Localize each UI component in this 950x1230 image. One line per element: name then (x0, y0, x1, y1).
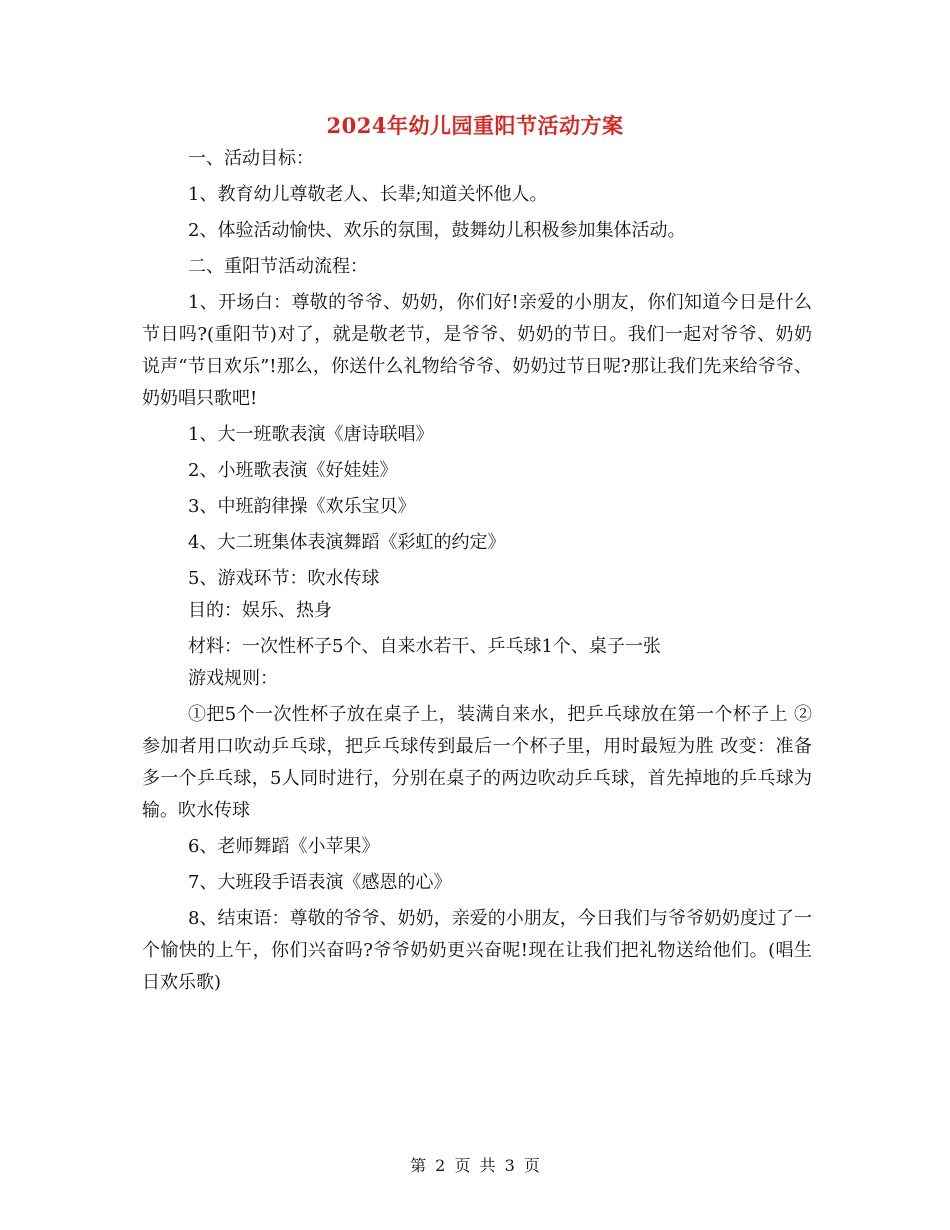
goal-item-1: 1、教育幼儿尊敬老人、长辈;知道关怀他人。 (188, 184, 548, 205)
program-item-3: 3、中班韵律操《欢乐宝贝》 (188, 496, 416, 517)
section-heading-goals: 一、活动目标： (188, 148, 314, 169)
game-purpose: 目的：娱乐、热身 (188, 600, 332, 621)
program-item-7: 7、大班段手语表演《感恩的心》 (188, 872, 452, 893)
game-rules-text: ①把5个一次性杯子放在桌子上，装满自来水，把乒乓球放在第一个杯子上 ②参加者用口吹动乒乓球，把乒乓球传到最后一个杯子里，用时最短为胜 改变：准备多一个乒乓球，5人同时进行，分别在桌子的两边吹动乒乓球，首先掉地的乒乓球为输。吹水传球 (142, 704, 812, 821)
goal-item-2: 2、体验活动愉快、欢乐的氛围，鼓舞幼儿积极参加集体活动。 (188, 220, 686, 241)
closing-speech: 8、结束语：尊敬的爷爷、奶奶，亲爱的小朋友，今日我们与爷爷奶奶度过了一个愉快的上午，你们兴奋吗?爷爷奶奶更兴奋呢!现在让我们把礼物送给他们。(唱生日欢乐歌) (142, 908, 812, 993)
page-footer: 第 2 页 共 3 页 (410, 1156, 540, 1175)
document-body (142, 143, 812, 999)
program-item-4: 4、大二班集体表演舞蹈《彩虹的约定》 (188, 532, 506, 553)
page-title: 2024年幼儿园重阳节活动方案 (326, 113, 624, 138)
game-rules-heading: 游戏规则： (188, 668, 278, 689)
program-item-1: 1、大一班歌表演《唐诗联唱》 (188, 424, 434, 445)
game-materials: 材料：一次性杯子5个、自来水若干、乒乓球1个、桌子一张 (188, 636, 661, 657)
program-item-5: 5、游戏环节：吹水传球 (188, 568, 380, 589)
opening-speech: 1、开场白：尊敬的爷爷、奶奶，你们好!亲爱的小朋友，你们知道今日是什么节日吗?(重阳节)对了，就是敬老节，是爷爷、奶奶的节日。我们一起对爷爷、奶奶说声“节日欢乐”!那么，你送什么礼物给爷爷、奶奶过节日呢?那让我们先来给爷爷、奶奶唱只歌吧! (142, 292, 812, 409)
program-item-2: 2、小班歌表演《好娃娃》 (188, 460, 398, 481)
program-item-6: 6、老师舞蹈《小苹果》 (188, 836, 380, 857)
section-heading-process: 二、重阳节活动流程： (188, 256, 368, 277)
